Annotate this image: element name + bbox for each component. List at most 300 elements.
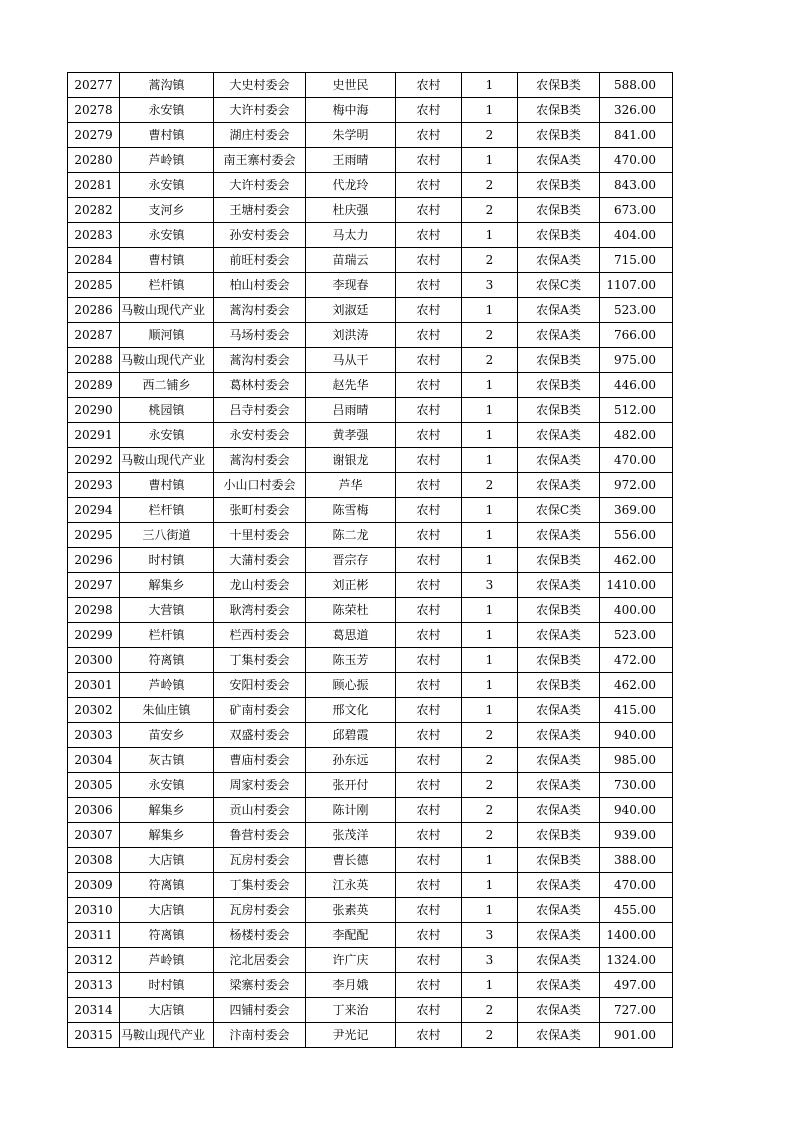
table-row [68,173,673,198]
table-row [68,848,673,873]
town-cell: 大营镇 [120,598,214,623]
record-id-cell: 20283 [68,223,120,248]
amount-cell: 455.00 [600,898,673,923]
table-row [68,198,673,223]
insurance-category-cell: 农保A类 [518,623,600,648]
person-name-cell: 邢文化 [306,698,396,723]
town-cell: 朱仙庄镇 [120,698,214,723]
insurance-category-cell: 农保B类 [518,398,600,423]
insurance-category-cell: 农保A类 [518,998,600,1023]
village-committee-cell: 周家村委会 [214,773,306,798]
record-id-cell: 20304 [68,748,120,773]
person-name-cell: 孙东远 [306,748,396,773]
insurance-category-cell: 农保B类 [518,598,600,623]
record-id-cell: 20313 [68,973,120,998]
village-committee-cell: 杨楼村委会 [214,923,306,948]
household-count-cell: 1 [462,73,518,98]
town-cell: 支河乡 [120,198,214,223]
household-count-cell: 2 [462,123,518,148]
insurance-category-cell: 农保A类 [518,1023,600,1048]
table-row [68,748,673,773]
town-cell: 蒿沟镇 [120,73,214,98]
insurance-category-cell: 农保A类 [518,573,600,598]
town-cell: 西二铺乡 [120,373,214,398]
record-id-cell: 20290 [68,398,120,423]
household-count-cell: 1 [462,523,518,548]
insurance-category-cell: 农保B类 [518,648,600,673]
table-row [68,398,673,423]
amount-cell: 766.00 [600,323,673,348]
household-count-cell: 1 [462,548,518,573]
town-cell: 大店镇 [120,848,214,873]
record-id-cell: 20309 [68,873,120,898]
area-type-cell: 农村 [396,548,462,573]
town-cell: 芦岭镇 [120,948,214,973]
record-id-cell: 20300 [68,648,120,673]
household-count-cell: 2 [462,173,518,198]
table-row [68,948,673,973]
household-count-cell: 2 [462,798,518,823]
record-id-cell: 20302 [68,698,120,723]
person-name-cell: 朱学明 [306,123,396,148]
village-committee-cell: 吕寺村委会 [214,398,306,423]
record-id-cell: 20312 [68,948,120,973]
person-name-cell: 晋宗存 [306,548,396,573]
household-count-cell: 3 [462,923,518,948]
person-name-cell: 丁来治 [306,998,396,1023]
insurance-category-cell: 农保A类 [518,423,600,448]
area-type-cell: 农村 [396,598,462,623]
area-type-cell: 农村 [396,973,462,998]
amount-cell: 1400.00 [600,923,673,948]
insurance-category-cell: 农保A类 [518,448,600,473]
amount-cell: 975.00 [600,348,673,373]
town-cell: 永安镇 [120,173,214,198]
person-name-cell: 江永英 [306,873,396,898]
record-id-cell: 20281 [68,173,120,198]
area-type-cell: 农村 [396,648,462,673]
insurance-category-cell: 农保A类 [518,323,600,348]
village-committee-cell: 湖庄村委会 [214,123,306,148]
area-type-cell: 农村 [396,798,462,823]
amount-cell: 369.00 [600,498,673,523]
village-committee-cell: 鲁营村委会 [214,823,306,848]
insurance-category-cell: 农保A类 [518,723,600,748]
insurance-category-cell: 农保A类 [518,148,600,173]
insurance-category-cell: 农保A类 [518,473,600,498]
person-name-cell: 刘洪涛 [306,323,396,348]
amount-cell: 588.00 [600,73,673,98]
household-count-cell: 1 [462,623,518,648]
household-count-cell: 1 [462,598,518,623]
amount-cell: 446.00 [600,373,673,398]
insurance-category-cell: 农保A类 [518,798,600,823]
area-type-cell: 农村 [396,948,462,973]
table-row [68,448,673,473]
table-row [68,673,673,698]
amount-cell: 556.00 [600,523,673,548]
village-committee-cell: 大许村委会 [214,173,306,198]
person-name-cell: 顾心振 [306,673,396,698]
person-name-cell: 曹长德 [306,848,396,873]
insurance-category-cell: 农保A类 [518,923,600,948]
record-id-cell: 20296 [68,548,120,573]
record-id-cell: 20294 [68,498,120,523]
household-count-cell: 1 [462,298,518,323]
insurance-category-cell: 农保A类 [518,748,600,773]
village-committee-cell: 蒿沟村委会 [214,298,306,323]
record-id-cell: 20285 [68,273,120,298]
village-committee-cell: 大史村委会 [214,73,306,98]
insurance-category-cell: 农保B类 [518,73,600,98]
amount-cell: 497.00 [600,973,673,998]
village-committee-cell: 四铺村委会 [214,998,306,1023]
amount-cell: 482.00 [600,423,673,448]
village-committee-cell: 小山口村委会 [214,473,306,498]
area-type-cell: 农村 [396,473,462,498]
amount-cell: 415.00 [600,698,673,723]
table-row [68,148,673,173]
table-row [68,348,673,373]
person-name-cell: 陈玉芳 [306,648,396,673]
area-type-cell: 农村 [396,298,462,323]
person-name-cell: 马太力 [306,223,396,248]
village-committee-cell: 瓦房村委会 [214,898,306,923]
village-committee-cell: 大蒲村委会 [214,548,306,573]
person-name-cell: 王雨晴 [306,148,396,173]
person-name-cell: 李月娥 [306,973,396,998]
person-name-cell: 马从干 [306,348,396,373]
area-type-cell: 农村 [396,923,462,948]
town-cell: 顺河镇 [120,323,214,348]
table-row [68,723,673,748]
amount-cell: 727.00 [600,998,673,1023]
table-row [68,523,673,548]
town-cell: 马鞍山现代产业 [120,1023,214,1048]
person-name-cell: 谢银龙 [306,448,396,473]
table-row [68,123,673,148]
town-cell: 灰古镇 [120,748,214,773]
insurance-category-cell: 农保B类 [518,198,600,223]
town-cell: 大店镇 [120,898,214,923]
town-cell: 符离镇 [120,923,214,948]
household-count-cell: 3 [462,273,518,298]
village-committee-cell: 瓦房村委会 [214,848,306,873]
area-type-cell: 农村 [396,323,462,348]
insurance-category-cell: 农保B类 [518,123,600,148]
person-name-cell: 张开付 [306,773,396,798]
table-row [68,573,673,598]
household-count-cell: 2 [462,473,518,498]
table-row [68,248,673,273]
table-row [68,648,673,673]
village-committee-cell: 梁寨村委会 [214,973,306,998]
household-count-cell: 1 [462,898,518,923]
table-row [68,973,673,998]
table-row [68,498,673,523]
village-committee-cell: 十里村委会 [214,523,306,548]
insurance-category-cell: 农保A类 [518,873,600,898]
area-type-cell: 农村 [396,823,462,848]
table-row [68,373,673,398]
record-id-cell: 20301 [68,673,120,698]
person-name-cell: 赵先华 [306,373,396,398]
person-name-cell: 葛思道 [306,623,396,648]
household-count-cell: 1 [462,448,518,473]
record-id-cell: 20287 [68,323,120,348]
table-row [68,548,673,573]
insurance-category-cell: 农保A类 [518,698,600,723]
town-cell: 曹村镇 [120,473,214,498]
town-cell: 马鞍山现代产业 [120,348,214,373]
household-count-cell: 1 [462,98,518,123]
record-id-cell: 20310 [68,898,120,923]
insurance-category-cell: 农保A类 [518,898,600,923]
village-committee-cell: 永安村委会 [214,423,306,448]
village-committee-cell: 曹庙村委会 [214,748,306,773]
insurance-category-cell: 农保B类 [518,223,600,248]
village-committee-cell: 葛林村委会 [214,373,306,398]
table-row [68,773,673,798]
town-cell: 解集乡 [120,823,214,848]
area-type-cell: 农村 [396,898,462,923]
record-id-cell: 20288 [68,348,120,373]
insurance-category-cell: 农保C类 [518,498,600,523]
area-type-cell: 农村 [396,348,462,373]
amount-cell: 523.00 [600,623,673,648]
household-count-cell: 2 [462,998,518,1023]
area-type-cell: 农村 [396,673,462,698]
village-committee-cell: 蒿沟村委会 [214,348,306,373]
village-committee-cell: 安阳村委会 [214,673,306,698]
table-row [68,323,673,348]
village-committee-cell: 蒿沟村委会 [214,448,306,473]
household-count-cell: 2 [462,773,518,798]
record-id-cell: 20308 [68,848,120,873]
amount-cell: 1107.00 [600,273,673,298]
person-name-cell: 刘正彬 [306,573,396,598]
record-id-cell: 20279 [68,123,120,148]
amount-cell: 730.00 [600,773,673,798]
person-name-cell: 代龙玲 [306,173,396,198]
town-cell: 永安镇 [120,423,214,448]
area-type-cell: 农村 [396,498,462,523]
amount-cell: 470.00 [600,148,673,173]
table-row [68,823,673,848]
amount-cell: 940.00 [600,798,673,823]
area-type-cell: 农村 [396,998,462,1023]
area-type-cell: 农村 [396,273,462,298]
amount-cell: 512.00 [600,398,673,423]
insurance-category-cell: 农保B类 [518,373,600,398]
amount-cell: 1324.00 [600,948,673,973]
table-row [68,1023,673,1048]
area-type-cell: 农村 [396,73,462,98]
town-cell: 符离镇 [120,648,214,673]
area-type-cell: 农村 [396,723,462,748]
insurance-category-cell: 农保B类 [518,548,600,573]
household-count-cell: 3 [462,573,518,598]
household-count-cell: 1 [462,673,518,698]
record-id-cell: 20282 [68,198,120,223]
area-type-cell: 农村 [396,248,462,273]
household-count-cell: 1 [462,873,518,898]
amount-cell: 470.00 [600,873,673,898]
insurance-category-cell: 农保A类 [518,773,600,798]
person-name-cell: 史世民 [306,73,396,98]
village-committee-cell: 南王寨村委会 [214,148,306,173]
area-type-cell: 农村 [396,623,462,648]
town-cell: 栏杆镇 [120,273,214,298]
beneficiary-table [67,72,673,1048]
village-committee-cell: 栏西村委会 [214,623,306,648]
amount-cell: 843.00 [600,173,673,198]
record-id-cell: 20277 [68,73,120,98]
village-committee-cell: 王塘村委会 [214,198,306,223]
person-name-cell: 张茂洋 [306,823,396,848]
person-name-cell: 陈雪梅 [306,498,396,523]
town-cell: 三八街道 [120,523,214,548]
area-type-cell: 农村 [396,848,462,873]
record-id-cell: 20293 [68,473,120,498]
area-type-cell: 农村 [396,873,462,898]
town-cell: 马鞍山现代产业 [120,298,214,323]
record-id-cell: 20292 [68,448,120,473]
amount-cell: 901.00 [600,1023,673,1048]
area-type-cell: 农村 [396,373,462,398]
area-type-cell: 农村 [396,573,462,598]
town-cell: 桃园镇 [120,398,214,423]
table-row [68,298,673,323]
household-count-cell: 1 [462,223,518,248]
record-id-cell: 20297 [68,573,120,598]
table-row [68,873,673,898]
village-committee-cell: 张町村委会 [214,498,306,523]
amount-cell: 404.00 [600,223,673,248]
amount-cell: 1410.00 [600,573,673,598]
person-name-cell: 陈二龙 [306,523,396,548]
town-cell: 曹村镇 [120,248,214,273]
insurance-category-cell: 农保B类 [518,673,600,698]
table-row [68,698,673,723]
amount-cell: 715.00 [600,248,673,273]
area-type-cell: 农村 [396,123,462,148]
village-committee-cell: 孙安村委会 [214,223,306,248]
household-count-cell: 1 [462,148,518,173]
person-name-cell: 吕雨晴 [306,398,396,423]
person-name-cell: 黄孝强 [306,423,396,448]
record-id-cell: 20284 [68,248,120,273]
household-count-cell: 1 [462,973,518,998]
area-type-cell: 农村 [396,1023,462,1048]
record-id-cell: 20286 [68,298,120,323]
table-row [68,598,673,623]
record-id-cell: 20291 [68,423,120,448]
village-committee-cell: 双盛村委会 [214,723,306,748]
town-cell: 曹村镇 [120,123,214,148]
household-count-cell: 1 [462,848,518,873]
village-committee-cell: 前旺村委会 [214,248,306,273]
area-type-cell: 农村 [396,448,462,473]
amount-cell: 470.00 [600,448,673,473]
household-count-cell: 1 [462,398,518,423]
household-count-cell: 1 [462,648,518,673]
household-count-cell: 1 [462,373,518,398]
person-name-cell: 杜庆强 [306,198,396,223]
person-name-cell: 尹光记 [306,1023,396,1048]
record-id-cell: 20314 [68,998,120,1023]
record-id-cell: 20280 [68,148,120,173]
record-id-cell: 20295 [68,523,120,548]
amount-cell: 462.00 [600,673,673,698]
insurance-category-cell: 农保A类 [518,523,600,548]
insurance-category-cell: 农保B类 [518,348,600,373]
table-row [68,73,673,98]
amount-cell: 939.00 [600,823,673,848]
person-name-cell: 芦华 [306,473,396,498]
table-row [68,623,673,648]
town-cell: 马鞍山现代产业 [120,448,214,473]
village-committee-cell: 大许村委会 [214,98,306,123]
insurance-category-cell: 农保B类 [518,848,600,873]
person-name-cell: 张素英 [306,898,396,923]
household-count-cell: 1 [462,423,518,448]
household-count-cell: 2 [462,1023,518,1048]
household-count-cell: 2 [462,323,518,348]
area-type-cell: 农村 [396,698,462,723]
person-name-cell: 许广庆 [306,948,396,973]
amount-cell: 472.00 [600,648,673,673]
amount-cell: 400.00 [600,598,673,623]
town-cell: 永安镇 [120,773,214,798]
person-name-cell: 陈计刚 [306,798,396,823]
town-cell: 解集乡 [120,798,214,823]
area-type-cell: 农村 [396,523,462,548]
amount-cell: 462.00 [600,548,673,573]
village-committee-cell: 柏山村委会 [214,273,306,298]
village-committee-cell: 耿湾村委会 [214,598,306,623]
insurance-category-cell: 农保A类 [518,298,600,323]
table-row [68,898,673,923]
town-cell: 永安镇 [120,98,214,123]
area-type-cell: 农村 [396,223,462,248]
village-committee-cell: 汴南村委会 [214,1023,306,1048]
person-name-cell: 李现春 [306,273,396,298]
amount-cell: 523.00 [600,298,673,323]
record-id-cell: 20299 [68,623,120,648]
town-cell: 栏杆镇 [120,623,214,648]
table-row [68,223,673,248]
insurance-category-cell: 农保B类 [518,823,600,848]
record-id-cell: 20278 [68,98,120,123]
area-type-cell: 农村 [396,748,462,773]
insurance-category-cell: 农保A类 [518,248,600,273]
amount-cell: 972.00 [600,473,673,498]
record-id-cell: 20307 [68,823,120,848]
village-committee-cell: 丁集村委会 [214,873,306,898]
town-cell: 芦岭镇 [120,148,214,173]
village-committee-cell: 沱北居委会 [214,948,306,973]
area-type-cell: 农村 [396,398,462,423]
town-cell: 大店镇 [120,998,214,1023]
person-name-cell: 梅中海 [306,98,396,123]
household-count-cell: 1 [462,498,518,523]
town-cell: 时村镇 [120,548,214,573]
household-count-cell: 2 [462,198,518,223]
person-name-cell: 陈荣杜 [306,598,396,623]
table-row [68,273,673,298]
table-row [68,473,673,498]
